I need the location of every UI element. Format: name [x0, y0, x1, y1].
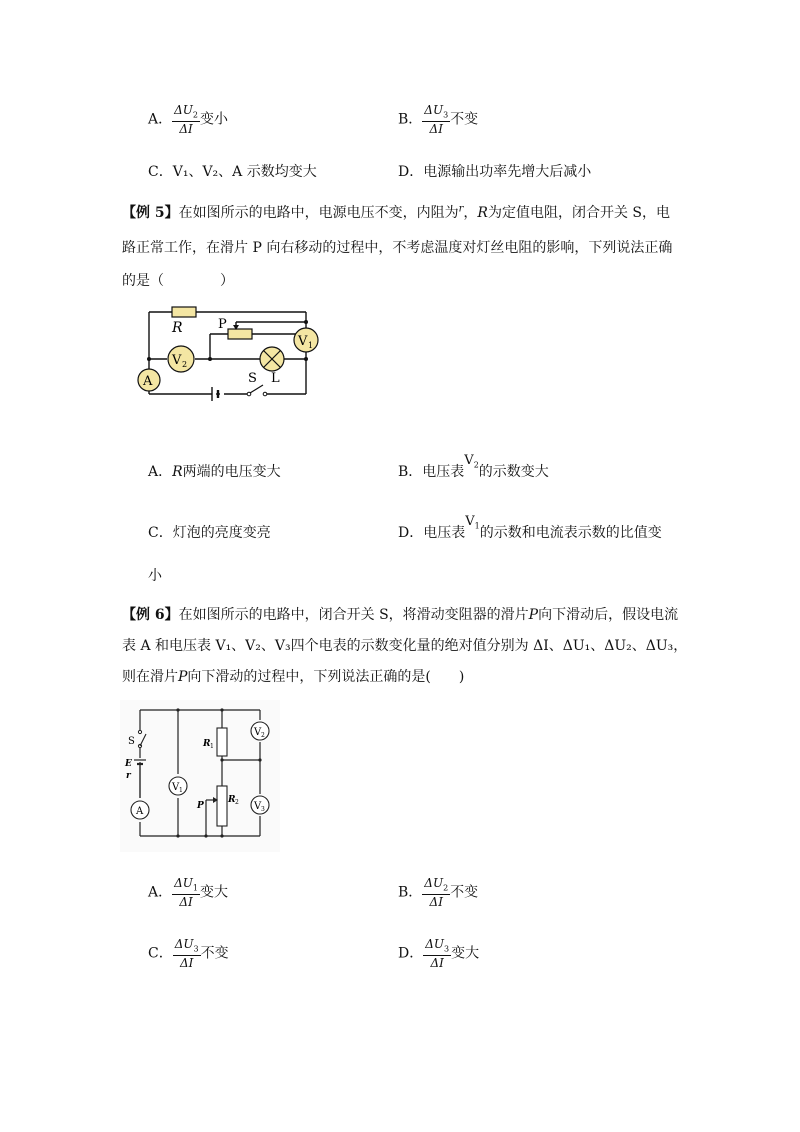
option-text: 变大 — [451, 945, 480, 962]
label-A: A — [143, 374, 153, 389]
label-P: P — [218, 317, 227, 332]
option-text: 变大 — [200, 884, 228, 901]
fraction: $\frac{\Delta U_2}{\Delta I}$ — [174, 103, 198, 136]
label-L: L — [271, 371, 280, 386]
resistor-R1 — [217, 728, 227, 756]
ex6-option-d[interactable]: D． $\frac{\Delta U_3}{\Delta I}$ 变大 — [398, 937, 480, 970]
option-text: 电源输出功率先增大后减小 — [423, 164, 592, 180]
option-text: V₁、V₂、A 示数均变大 — [172, 164, 317, 180]
ex5-option-d[interactable]: D．电压表$V_1$的示数和电流表示数的比值变 — [398, 514, 662, 541]
fraction: $\frac{\Delta U_3}{\Delta I}$ — [424, 103, 449, 136]
label-R2-sub: 2 — [235, 799, 239, 806]
ex5-option-c[interactable]: C．灯泡的亮度变亮 — [148, 525, 271, 541]
fraction: $\frac{\Delta U_3}{\Delta I}$ — [174, 937, 199, 970]
rheostat — [228, 329, 252, 339]
label-R1-sub: 1 — [210, 743, 214, 750]
option-letter: B． — [398, 111, 423, 128]
label-V2: V — [254, 727, 262, 738]
example-tag: 【例 5】 — [122, 205, 179, 221]
label-V2-sub: 2 — [261, 732, 265, 739]
fraction: $\frac{\Delta U_2}{\Delta I}$ — [424, 876, 449, 909]
label-V2-sub: 2 — [182, 360, 188, 369]
label-V1: V — [298, 334, 308, 349]
prev-option-c[interactable]: C．V₁、V₂、A 示数均变大 — [148, 164, 317, 180]
ex5-stem-line1: 【例 5】在如图所示的电路中，电源电压不变，内阻为$^r$，R为定值电阻，闭合开关 S，电 — [122, 203, 670, 221]
label-V1-sub: 1 — [308, 341, 314, 350]
ex5-stem-line2: 路正常工作，在滑片 P 向右移动的过程中，不考虑温度对灯丝电阻的影响，下列说法正确 — [122, 240, 673, 256]
label-E: E — [125, 759, 132, 769]
label-V3-sub: 3 — [261, 806, 265, 813]
label-P: P — [197, 801, 204, 811]
ex5-circuit-diagram — [132, 300, 332, 412]
option-text: 不变 — [450, 884, 479, 901]
label-A: A — [136, 806, 144, 817]
option-text: 变小 — [200, 111, 228, 128]
label-V2: V — [172, 353, 182, 368]
prev-option-d[interactable]: D．电源输出功率先增大后减小 — [398, 164, 592, 180]
ex5-option-b[interactable]: B．电压表$V_2$的示数变大 — [398, 453, 549, 480]
label-R2: R — [228, 795, 236, 805]
option-letter: A． — [148, 111, 173, 128]
option-text: 灯泡的亮度变亮 — [172, 525, 271, 541]
rheostat-R2 — [217, 786, 227, 826]
fraction: $\frac{\Delta U_3}{\Delta I}$ — [425, 937, 450, 970]
switch-blade — [250, 385, 263, 393]
ex6-stem-line3: 则在滑片P向下滑动的过程中，下列说法正确的是( ) — [122, 669, 465, 685]
label-S: S — [248, 371, 257, 386]
ex6-stem-line1: 【例 6】在如图所示的电路中，闭合开关 S，将滑动变阻器的滑片P向下滑动后，假设电流 — [122, 607, 679, 623]
label-R1: R — [203, 739, 211, 749]
label-r: r — [126, 771, 131, 781]
ex6-option-a[interactable]: A． $\frac{\Delta U_1}{\Delta I}$ 变大 — [148, 876, 228, 909]
label-R: R — [172, 320, 183, 336]
option-text: 不变 — [450, 111, 479, 128]
prev-option-b[interactable] — [398, 104, 478, 135]
ex5-option-a[interactable]: A．R两端的电压变大 — [148, 464, 281, 480]
prev-option-a[interactable] — [148, 104, 228, 135]
option-text: 两端的电压变大 — [182, 464, 281, 480]
ex6-circuit-diagram — [120, 700, 280, 852]
ex5-stem-line3: 的是（ ） — [122, 273, 234, 289]
ex6-stem-line2: 表 A 和电压表 V₁、V₂、V₃四个电表的示数变化量的绝对值分别为 ΔI、ΔU₁、ΔU₂、ΔU₃， — [122, 638, 688, 654]
example-tag: 【例 6】 — [122, 607, 179, 623]
fraction: $\frac{\Delta U_1}{\Delta I}$ — [174, 876, 198, 909]
option-text: 不变 — [200, 945, 229, 962]
resistor-R — [172, 307, 196, 317]
ex5-option-d-wrap: 小 — [148, 568, 162, 584]
label-S: S — [128, 736, 135, 747]
ex6-option-b[interactable]: B． $\frac{\Delta U_2}{\Delta I}$ 不变 — [398, 876, 479, 909]
label-V3: V — [254, 801, 262, 812]
label-V1-sub: 1 — [179, 787, 183, 794]
label-V1: V — [172, 782, 180, 793]
ex6-option-c[interactable]: C． $\frac{\Delta U_3}{\Delta I}$ 不变 — [148, 937, 229, 970]
